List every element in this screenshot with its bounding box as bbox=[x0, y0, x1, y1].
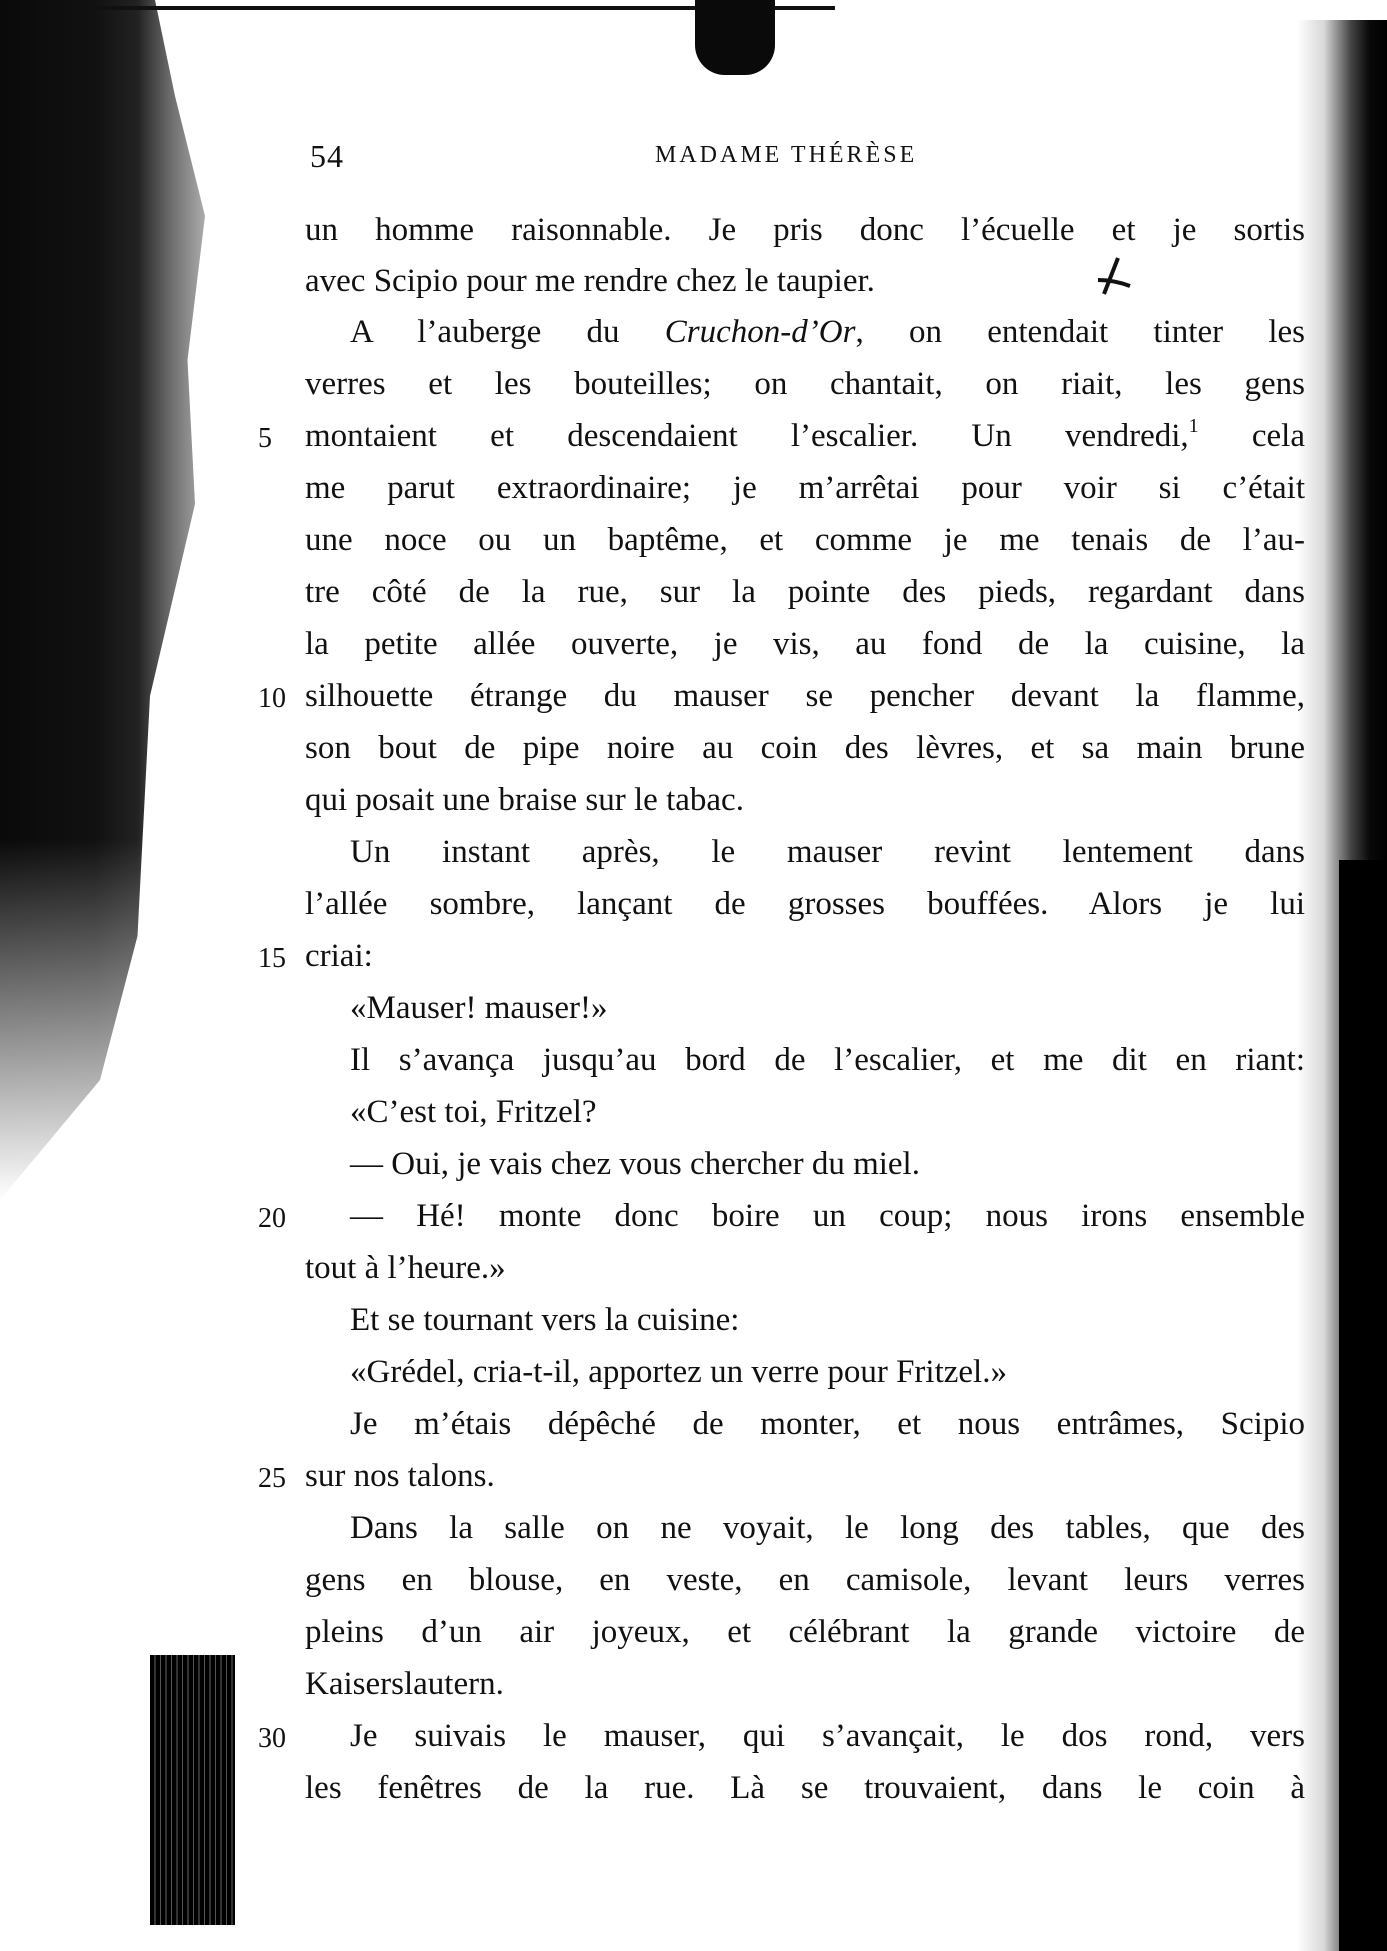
scan-shadow-left-top bbox=[0, 0, 250, 1200]
text-line: pleins d’un air joyeux, et célébrant la grande victoire de bbox=[305, 1614, 1305, 1650]
line-number: 30 bbox=[258, 1723, 286, 1754]
text-line: les fenêtres de la rue. Là se trouvaient, dans le coin à bbox=[305, 1770, 1305, 1806]
running-head: MADAME THÉRÈSE bbox=[655, 142, 918, 168]
text-line: verres et les bouteilles; on chantait, on riait, les gens bbox=[305, 366, 1305, 402]
text-line: Un instant après, le mauser revint lentement dans bbox=[350, 834, 1305, 870]
text-line: avec Scipio pour me rendre chez le taupier. bbox=[305, 263, 875, 299]
text-line: la petite allée ouverte, je vis, au fond de la cuisine, la bbox=[305, 626, 1305, 662]
text-line: Et se tournant vers la cuisine: bbox=[350, 1302, 740, 1338]
scan-blot-top bbox=[695, 0, 775, 75]
scan-shadow-left-bottom bbox=[150, 1655, 235, 1925]
text-line: Il s’avança jusqu’au bord de l’escalier, et me dit en riant: bbox=[350, 1042, 1305, 1078]
text-line: l’allée sombre, lançant de grosses bouffées. Alors je lui bbox=[305, 886, 1305, 922]
page-number: 54 bbox=[310, 138, 344, 174]
page-header bbox=[310, 138, 1310, 178]
text-line: un homme raisonnable. Je pris donc l’écuelle et je sortis bbox=[305, 212, 1305, 248]
line-number: 20 bbox=[258, 1203, 286, 1234]
text-line: Je m’étais dépêché de monter, et nous entrâmes, Scipio bbox=[350, 1406, 1305, 1442]
text-line: — Hé! monte donc boire un coup; nous irons ensemble bbox=[350, 1198, 1305, 1234]
text-line: qui posait une braise sur le tabac. bbox=[305, 782, 744, 818]
line-number: 10 bbox=[258, 683, 286, 714]
text-line: montaient et descendaient l’escalier. Un vendredi,$^1$ cela bbox=[305, 415, 1305, 454]
text-line: criai: bbox=[305, 938, 373, 974]
text-line: gens en blouse, en veste, en camisole, levant leurs verres bbox=[305, 1562, 1305, 1598]
scan-shadow-right-bottom bbox=[1339, 860, 1387, 1951]
text-line: — Oui, je vais chez vous chercher du miel. bbox=[350, 1146, 920, 1182]
text-line: «Grédel, cria-t-il, apportez un verre pour Fritzel.» bbox=[350, 1354, 1007, 1390]
text-line: tre côté de la rue, sur la pointe des pieds, regardant dans bbox=[305, 574, 1305, 610]
text-line: A l’auberge du Cruchon-d’Or, on entendait tinter les bbox=[350, 314, 1305, 350]
text-line: son bout de pipe noire au coin des lèvres, et sa main brune bbox=[305, 730, 1305, 766]
text-line: sur nos talons. bbox=[305, 1458, 495, 1494]
text-line: «C’est toi, Fritzel? bbox=[350, 1094, 597, 1130]
line-number: 15 bbox=[258, 943, 286, 974]
line-number: 5 bbox=[258, 423, 272, 454]
text-line: me parut extraordinaire; je m’arrêtai pour voir si c’était bbox=[305, 470, 1305, 506]
text-line: une noce ou un baptême, et comme je me tenais de l’au- bbox=[305, 522, 1305, 558]
text-line: Kaiserslautern. bbox=[305, 1666, 504, 1702]
line-number: 25 bbox=[258, 1463, 286, 1494]
text-line: silhouette étrange du mauser se pencher devant la flamme, bbox=[305, 678, 1305, 714]
text-line: «Mauser! mauser!» bbox=[350, 990, 608, 1026]
text-line: Je suivais le mauser, qui s’avançait, le dos rond, vers bbox=[350, 1718, 1305, 1754]
text-line: Dans la salle on ne voyait, le long des tables, que des bbox=[350, 1510, 1305, 1546]
text-line: tout à l’heure.» bbox=[305, 1250, 506, 1286]
